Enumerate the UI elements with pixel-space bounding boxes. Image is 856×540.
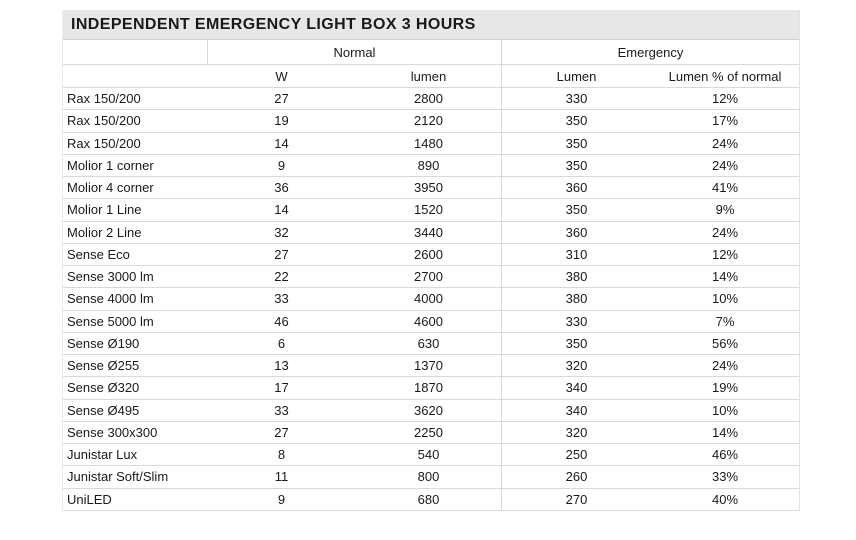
product-name-cell: Sense 5000 lm	[67, 313, 154, 329]
emergency-lumen-cell: 310	[501, 244, 651, 265]
emergency-lumen-cell: 350	[501, 155, 651, 176]
section-header-row	[63, 40, 799, 65]
watt-cell: 32	[274, 224, 289, 240]
normal-lumen-cell: 2800	[414, 91, 443, 106]
emergency-lumen-cell: 270	[501, 489, 651, 510]
watt-cell: 36	[274, 180, 289, 195]
lumen-percent-cell: 14%	[711, 424, 739, 440]
watt-cell: 27	[274, 424, 289, 440]
table-row	[63, 133, 799, 155]
table-row	[63, 177, 799, 199]
column-header-emergency-lumen: Lumen	[501, 65, 651, 87]
product-name-cell: Junistar Lux	[67, 447, 138, 462]
lumen-percent-cell: 17%	[711, 113, 739, 129]
normal-lumen-cell: 2600	[414, 246, 443, 262]
lumen-percent-cell: 40%	[711, 491, 739, 507]
column-header-spacer	[63, 65, 207, 87]
product-name-cell: Sense 4000 lm	[67, 291, 154, 307]
normal-lumen-cell: 1520	[414, 202, 443, 218]
table-row	[63, 222, 799, 244]
lumen-percent-cell: 24%	[711, 157, 739, 173]
emergency-lumen-cell: 350	[501, 199, 651, 220]
table-row	[63, 266, 799, 288]
column-header-lumen-pct: Lumen % of normal	[668, 69, 782, 84]
product-name-cell: Sense Eco	[67, 246, 130, 262]
table-row	[63, 466, 799, 488]
watt-cell: 33	[274, 402, 289, 418]
table-row	[63, 489, 799, 511]
normal-lumen-cell: 1870	[414, 380, 443, 396]
lumen-percent-cell: 9%	[715, 202, 735, 218]
product-name-cell: UniLED	[67, 491, 112, 507]
section-header-normal: Normal	[207, 40, 501, 64]
watt-cell: 8	[277, 447, 286, 462]
lumen-percent-cell: 10%	[711, 291, 739, 307]
column-header-lumen: lumen	[410, 69, 447, 84]
emergency-lumen-cell: 330	[501, 88, 651, 109]
lumen-percent-cell: 10%	[711, 402, 739, 418]
normal-lumen-cell: 2250	[414, 424, 443, 440]
lumen-percent-cell: 24%	[711, 135, 739, 151]
table-row	[63, 288, 799, 310]
emergency-lumen-cell: 380	[501, 266, 651, 287]
lumen-percent-cell: 19%	[711, 380, 739, 396]
column-header-w: W	[275, 69, 288, 84]
table-row	[63, 422, 799, 444]
normal-lumen-cell: 3950	[414, 180, 443, 195]
emergency-lumen-cell: 380	[501, 288, 651, 309]
table-row	[63, 333, 799, 355]
emergency-lumen-cell: 350	[501, 133, 651, 154]
table-title: INDEPENDENT EMERGENCY LIGHT BOX 3 HOURS	[63, 10, 799, 40]
lumen-percent-cell: 7%	[715, 313, 735, 329]
product-name-cell: Sense Ø190	[67, 335, 140, 351]
product-name-cell: Sense 300x300	[67, 424, 158, 440]
watt-cell: 17	[274, 380, 289, 396]
product-name-cell: Molior 1 Line	[67, 202, 142, 218]
watt-cell: 11	[274, 469, 289, 485]
watt-cell: 22	[274, 269, 289, 284]
product-name-cell: Junistar Soft/Slim	[67, 469, 169, 485]
table-row	[63, 377, 799, 399]
emergency-lumen-cell: 320	[501, 355, 651, 376]
table-row	[63, 244, 799, 266]
product-name-cell: Molior 2 Line	[67, 224, 142, 240]
normal-lumen-cell: 3440	[414, 224, 443, 240]
emergency-lumen-cell: 260	[501, 466, 651, 487]
watt-cell: 27	[274, 91, 289, 106]
lumen-percent-cell: 14%	[711, 269, 739, 284]
table-row	[63, 88, 799, 110]
emergency-lumen-cell: 250	[501, 444, 651, 465]
watt-cell: 6	[277, 335, 286, 351]
lumen-percent-cell: 46%	[711, 447, 739, 462]
table-row	[63, 400, 799, 422]
lumen-percent-cell: 12%	[711, 246, 739, 262]
emergency-lumen-cell: 360	[501, 222, 651, 243]
lumen-percent-cell: 24%	[711, 358, 739, 373]
table-body	[63, 88, 799, 511]
product-name-cell: Sense 3000 lm	[67, 269, 154, 284]
product-name-cell: Sense Ø495	[67, 402, 140, 418]
datasheet-table	[62, 10, 800, 511]
emergency-lumen-cell: 330	[501, 311, 651, 332]
emergency-lumen-cell: 350	[501, 110, 651, 131]
product-name-cell: Rax 150/200	[67, 113, 141, 129]
lumen-percent-cell: 33%	[711, 469, 739, 485]
lumen-percent-cell: 41%	[711, 180, 739, 195]
table-row	[63, 155, 799, 177]
watt-cell: 33	[274, 291, 289, 307]
emergency-lumen-cell: 360	[501, 177, 651, 198]
table-row	[63, 355, 799, 377]
watt-cell: 13	[274, 358, 289, 373]
normal-lumen-cell: 800	[417, 469, 440, 485]
lumen-percent-cell: 24%	[711, 224, 739, 240]
column-header-row	[63, 65, 799, 88]
normal-lumen-cell: 2120	[414, 113, 443, 129]
table-row	[63, 110, 799, 132]
table-row	[63, 199, 799, 221]
table-row	[63, 444, 799, 466]
section-header-spacer	[63, 40, 207, 64]
normal-lumen-cell: 890	[417, 157, 440, 173]
normal-lumen-cell: 1480	[414, 135, 443, 151]
emergency-lumen-cell: 340	[501, 400, 651, 421]
product-name-cell: Rax 150/200	[67, 135, 141, 151]
normal-lumen-cell: 540	[417, 447, 440, 462]
section-header-emergency: Emergency	[501, 40, 799, 64]
watt-cell: 27	[274, 246, 289, 262]
normal-lumen-cell: 1370	[414, 358, 443, 373]
lumen-percent-cell: 12%	[711, 91, 739, 106]
product-name-cell: Sense Ø320	[67, 380, 140, 396]
normal-lumen-cell: 680	[417, 491, 440, 507]
watt-cell: 46	[274, 313, 289, 329]
watt-cell: 14	[274, 135, 289, 151]
normal-lumen-cell: 4000	[414, 291, 443, 307]
emergency-lumen-cell: 340	[501, 377, 651, 398]
emergency-lumen-cell: 350	[501, 333, 651, 354]
normal-lumen-cell: 2700	[414, 269, 443, 284]
emergency-lumen-cell: 320	[501, 422, 651, 443]
table-row	[63, 311, 799, 333]
product-name-cell: Molior 4 corner	[67, 180, 154, 195]
product-name-cell: Sense Ø255	[67, 358, 140, 373]
product-name-cell: Rax 150/200	[67, 91, 141, 106]
watt-cell: 9	[277, 491, 286, 507]
product-name-cell: Molior 1 corner	[67, 157, 154, 173]
watt-cell: 19	[274, 113, 289, 129]
lumen-percent-cell: 56%	[711, 335, 739, 351]
normal-lumen-cell: 630	[417, 335, 440, 351]
normal-lumen-cell: 3620	[414, 402, 443, 418]
normal-lumen-cell: 4600	[414, 313, 443, 329]
watt-cell: 14	[274, 202, 289, 218]
watt-cell: 9	[277, 157, 286, 173]
